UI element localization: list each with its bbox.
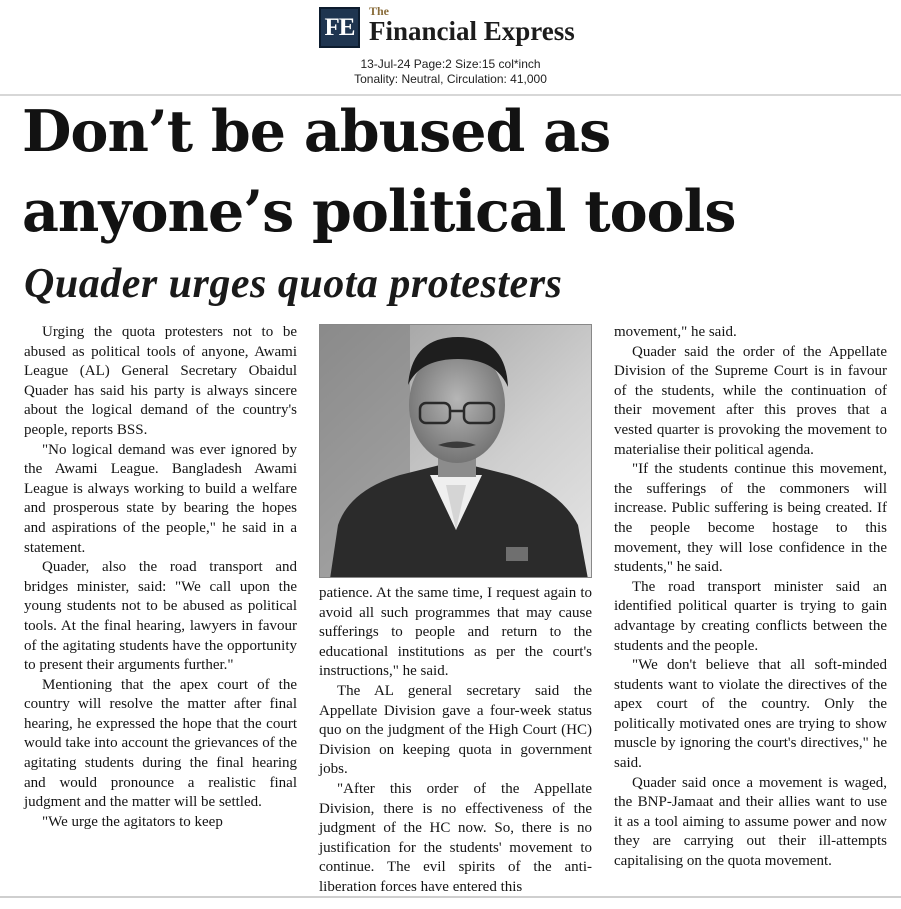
article-column-3 xyxy=(614,323,887,872)
paragraph: Quader said the order of the Appellate Division of the Supreme Court is in favour of the students, while the continuation of their movement after this proves that a vested quarter is provoking the movement to materialise their political agenda. xyxy=(614,343,887,458)
paragraph: movement," he said. xyxy=(614,324,737,340)
portrait-photo xyxy=(319,324,592,578)
paragraph: Mentioning that the apex court of the country will resolve the matter after final hearing, he expressed the hope that the court would take into account the grievances of the agitating students during the final hearing and would pronounce a realistic final judgment and the matter will be settled. xyxy=(24,676,297,811)
publication-name: Financial Express xyxy=(369,16,575,46)
paragraph: The road transport minister said an identified political quarter is trying to gain advantage by creating conflicts between the students and the people. xyxy=(614,578,887,654)
paragraph: Quader said once a movement is waged, the BNP-Jamaat and their allies want to use it as a tool aiming to assume power and now they are carrying out their ill-attempts capitalising on the quota movement. xyxy=(614,774,887,870)
paragraph: patience. At the same time, I request again to avoid all such programmes that may cause sufferings to people and return to the educational institutions as per the court's instructions," he said. xyxy=(319,585,592,680)
paragraph: Urging the quota protesters not to be abused as political tools of anyone, Awami League (AL) General Secretary Obaidul Quader has said his party is always sincere about the logical demand of the country's people, reports BSS. xyxy=(24,324,297,438)
masthead xyxy=(0,0,901,92)
paragraph: "We urge the agitators to keep xyxy=(42,813,223,830)
article-column-1 xyxy=(24,323,297,832)
clip-meta-date-size: 13-Jul-24 Page:2 Size:15 col*inch xyxy=(360,57,541,71)
clip-meta-tonality: Tonality: Neutral, Circulation: 41,000 xyxy=(354,72,547,86)
paragraph: "No logical demand was ever ignored by the Awami League. Bangladesh Awami League is always working to build a welfare and prosperous state by bearing the hopes and aspirations of the people," he said in a statement. xyxy=(24,441,297,556)
article-column-2 xyxy=(319,584,592,898)
clipping-bottom-border xyxy=(0,896,901,898)
portrait-photo-icon xyxy=(320,325,592,578)
paragraph: "After this order of the Appellate Division, there is no effectiveness of the judgment of the HC now. So, there is no justification for the students' movement to continue. The evil spirits of the anti-liberation forces have entered this xyxy=(319,780,592,895)
paragraph: "We don't believe that all soft-minded students want to violate the directives of the apex court of the country. Only the politically motivated ones are trying to show muscle by ignoring the court's directives," he said. xyxy=(614,657,887,772)
paragraph: The AL general secretary said the Appellate Division gave a four-week status quo on the judgment of the High Court (HC) Division on keeping quota in government jobs. xyxy=(319,682,592,778)
paragraph: Quader, also the road transport and bridges minister, said: "We call upon the young students not to be abused as political tools. At the final hearing, lawyers in favour of the agitating students have the opportunity to present their arguments further." xyxy=(24,559,297,674)
article-subheadline: Quader urges quota protesters xyxy=(24,261,563,307)
article-headline: Don’t be abused as anyone’s political tools xyxy=(22,98,736,245)
logo-prefix: The xyxy=(369,4,390,18)
publication-logo: FE xyxy=(319,7,360,48)
paragraph: "If the students continue this movement, the sufferings of the commoners will increase. Public suffering is being created. If the people become hostage to this movement, they will lose confidence in the students," he said. xyxy=(614,461,887,576)
